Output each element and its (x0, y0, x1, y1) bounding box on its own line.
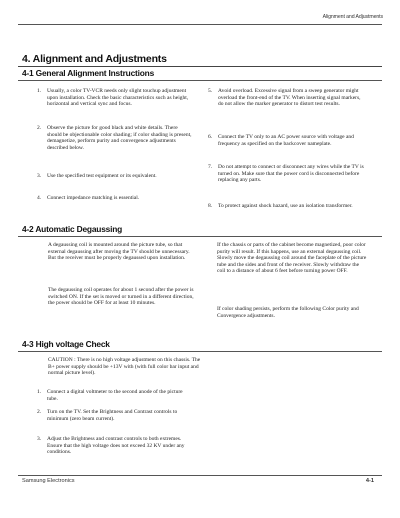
section-title: 4-1 General Alignment Instructions (22, 68, 155, 78)
paragraph: The degaussing coil operates for about 1 second after the power is switched ON. If the set is moved or turned in a different direction, the power should be OFF for at least 10 minutes. (48, 287, 194, 307)
item-number: 6. (208, 134, 213, 140)
section-rule (18, 80, 382, 81)
footer-rule (18, 475, 382, 476)
item-number: 4. (37, 195, 42, 201)
item-number: 1. (37, 389, 42, 395)
item-number: 3. (37, 436, 42, 442)
page-number: 4-1 (365, 478, 374, 484)
paragraph: If the chassis or parts of the cabinet become magnetized, poor color purity will result. If this happens, use an external degaussing coil. Slowly move the degaussing coil around the faceplate of the picture tube and the sides and front of the receiver. Slowly withdraw the coil to a distance of about 6 feet before turning power OFF. (217, 242, 367, 275)
item-text: Usually, a color TV-VCR needs only slight touchup adjustment upon installation. Check the basic characteristics such as height, horizontal and vertical sync and focus. (47, 88, 189, 108)
item-number: 2. (37, 409, 42, 415)
item-text: Use the specified test equipment or its equivalent. (47, 173, 157, 179)
item-number: 1. (37, 88, 42, 94)
item-text: Connect the TV only to an AC power source with voltage and frequency as specified on the backcover nameplate. (218, 134, 354, 147)
running-header: Alignment and Adjustments (322, 14, 383, 20)
item-text: Observe the picture for good black and white details. There should be objectionable color shading; if color shading is present, demagnetize, perform purity and convergence adjustments described below. (47, 125, 192, 151)
item-text: Do not attempt to connect or disconnect any wires while the TV is turned on. Make sure that the power cord is disconnected before replacing any parts. (218, 164, 364, 184)
item-text: To protect against shock hazard, use an isolation transformer. (218, 203, 353, 209)
item-text: Connect impedance matching is essential. (47, 195, 140, 201)
footer-company: Samsung Electronics (22, 478, 75, 484)
item-text: Connect a digital voltmeter to the second anode of the picture tube. (47, 389, 183, 402)
item-number: 2. (37, 125, 42, 131)
caution-note: CAUTION : There is no high voltage adjustment on this chassis. The B+ power supply should be +13V with (with full color bar input and normal picture level). (48, 357, 201, 377)
item-number: 7. (208, 164, 213, 170)
item-number: 8. (208, 203, 213, 209)
section-rule (18, 236, 382, 237)
item-number: 3. (37, 173, 42, 179)
chapter-title: 4. Alignment and Adjustments (22, 53, 167, 65)
paragraph: If color shading persists, perform the following Color purity and Convergence adjustments. (217, 306, 359, 319)
item-text: Avoid overload. Excessive signal from a sweep generator might overload the front-end of the TV. When inserting signal markers, do not allow the marker generator to distort test results. (218, 88, 361, 108)
item-text: Turn on the TV. Set the Brightness and Contrast controls to minimum (zero beam current). (47, 409, 178, 422)
section-rule (18, 351, 382, 352)
section-title: 4-3 High voltage Check (22, 339, 110, 349)
item-text: Adjust the Brightness and contrast controls to both extremes. Ensure that the high voltage does not exceed 32 KV under any conditions. (47, 436, 185, 456)
section-title: 4-2 Automatic Degaussing (22, 224, 123, 234)
item-number: 5. (208, 88, 213, 94)
paragraph: A degaussing coil is mounted around the picture tube, so that external degaussing after moving the TV should be unnecessary. But the receiver must be properly degaussed upon installation. (48, 242, 190, 262)
chapter-rule (18, 66, 382, 67)
header-rule (18, 24, 382, 25)
